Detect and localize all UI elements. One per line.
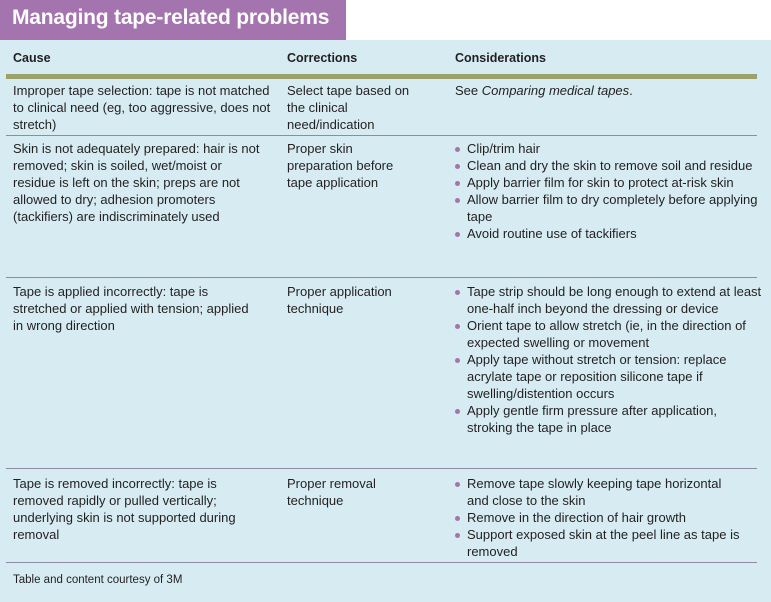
list-item: Orient tape to allow stretch (ie, in the direction of expected swelling or movement [455, 317, 763, 351]
bullet-icon [455, 164, 460, 169]
header-cause: Cause [13, 51, 51, 65]
row-2-considerations [455, 140, 760, 242]
see-text: See [455, 83, 482, 98]
bullet-icon [455, 147, 460, 152]
list-item: Support exposed skin at the peel line as tape is removed [455, 526, 745, 560]
list-item: Clip/trim hair [455, 140, 760, 157]
list-item: Allow barrier film to dry completely before applying tape [455, 191, 760, 225]
row-1-consideration [455, 82, 755, 99]
bullet-icon [455, 409, 460, 414]
row-4-considerations [455, 475, 745, 560]
row-2-cause: Skin is not adequately prepared: hair is not removed; skin is soiled, wet/moist or residue is left on the skin; preps are not allowed to dry; adhesion promoters (tackifiers) are indiscriminately used [13, 141, 260, 224]
list-item: Tape strip should be long enough to extend at least one-half inch beyond the dressing or device [455, 283, 763, 317]
row-divider [6, 135, 757, 136]
bullet-icon [455, 482, 460, 487]
row-1-correction: Select tape based on the clinical need/indication [287, 83, 410, 132]
bullet-icon [455, 290, 460, 295]
list-item: Apply barrier film for skin to protect at-risk skin [455, 174, 760, 191]
list-item: Apply tape without stretch or tension: replace acrylate tape or reposition silicone tape if swelling/distention occurs [455, 351, 763, 402]
bullet-icon [455, 198, 460, 203]
title-banner [0, 0, 346, 40]
row-2-correction: Proper skin preparation before tape application [287, 141, 394, 190]
row-divider [6, 562, 757, 563]
header-corrections: Corrections [287, 51, 358, 65]
list-item: Clean and dry the skin to remove soil and residue [455, 157, 760, 174]
row-divider [6, 277, 757, 278]
list-item: Apply gentle firm pressure after application, stroking the tape in place [455, 402, 763, 436]
row-4-correction: Proper removal technique [287, 476, 376, 508]
bullet-icon [455, 232, 460, 237]
row-3-correction: Proper application technique [287, 284, 392, 316]
row-3-cause: Tape is applied incorrectly: tape is stretched or applied with tension; applied in wrong direction [13, 284, 249, 333]
row-divider [6, 468, 757, 469]
bullet-icon [455, 358, 460, 363]
table-title: Managing tape-related problems [12, 6, 330, 29]
row-4-cause: Tape is removed incorrectly: tape is removed rapidly or pulled vertically; underlying skin is not supported during removal [13, 476, 236, 542]
bullet-icon [455, 181, 460, 186]
source-footnote: Table and content courtesy of 3M [13, 574, 183, 586]
cross-reference: Comparing medical tapes [481, 83, 630, 98]
header-considerations: Considerations [455, 51, 546, 65]
period-text: . [629, 83, 633, 98]
bullet-icon [455, 324, 460, 329]
list-item: Avoid routine use of tackifiers [455, 225, 760, 242]
header-divider [6, 74, 757, 79]
bullet-icon [455, 533, 460, 538]
list-item: Remove tape slowly keeping tape horizontal and close to the skin [455, 475, 745, 509]
row-1-cause: Improper tape selection: tape is not matched to clinical need (eg, too aggressive, does not stretch) [13, 83, 271, 132]
row-3-considerations [455, 283, 763, 436]
bullet-icon [455, 516, 460, 521]
list-item: Remove in the direction of hair growth [455, 509, 745, 526]
